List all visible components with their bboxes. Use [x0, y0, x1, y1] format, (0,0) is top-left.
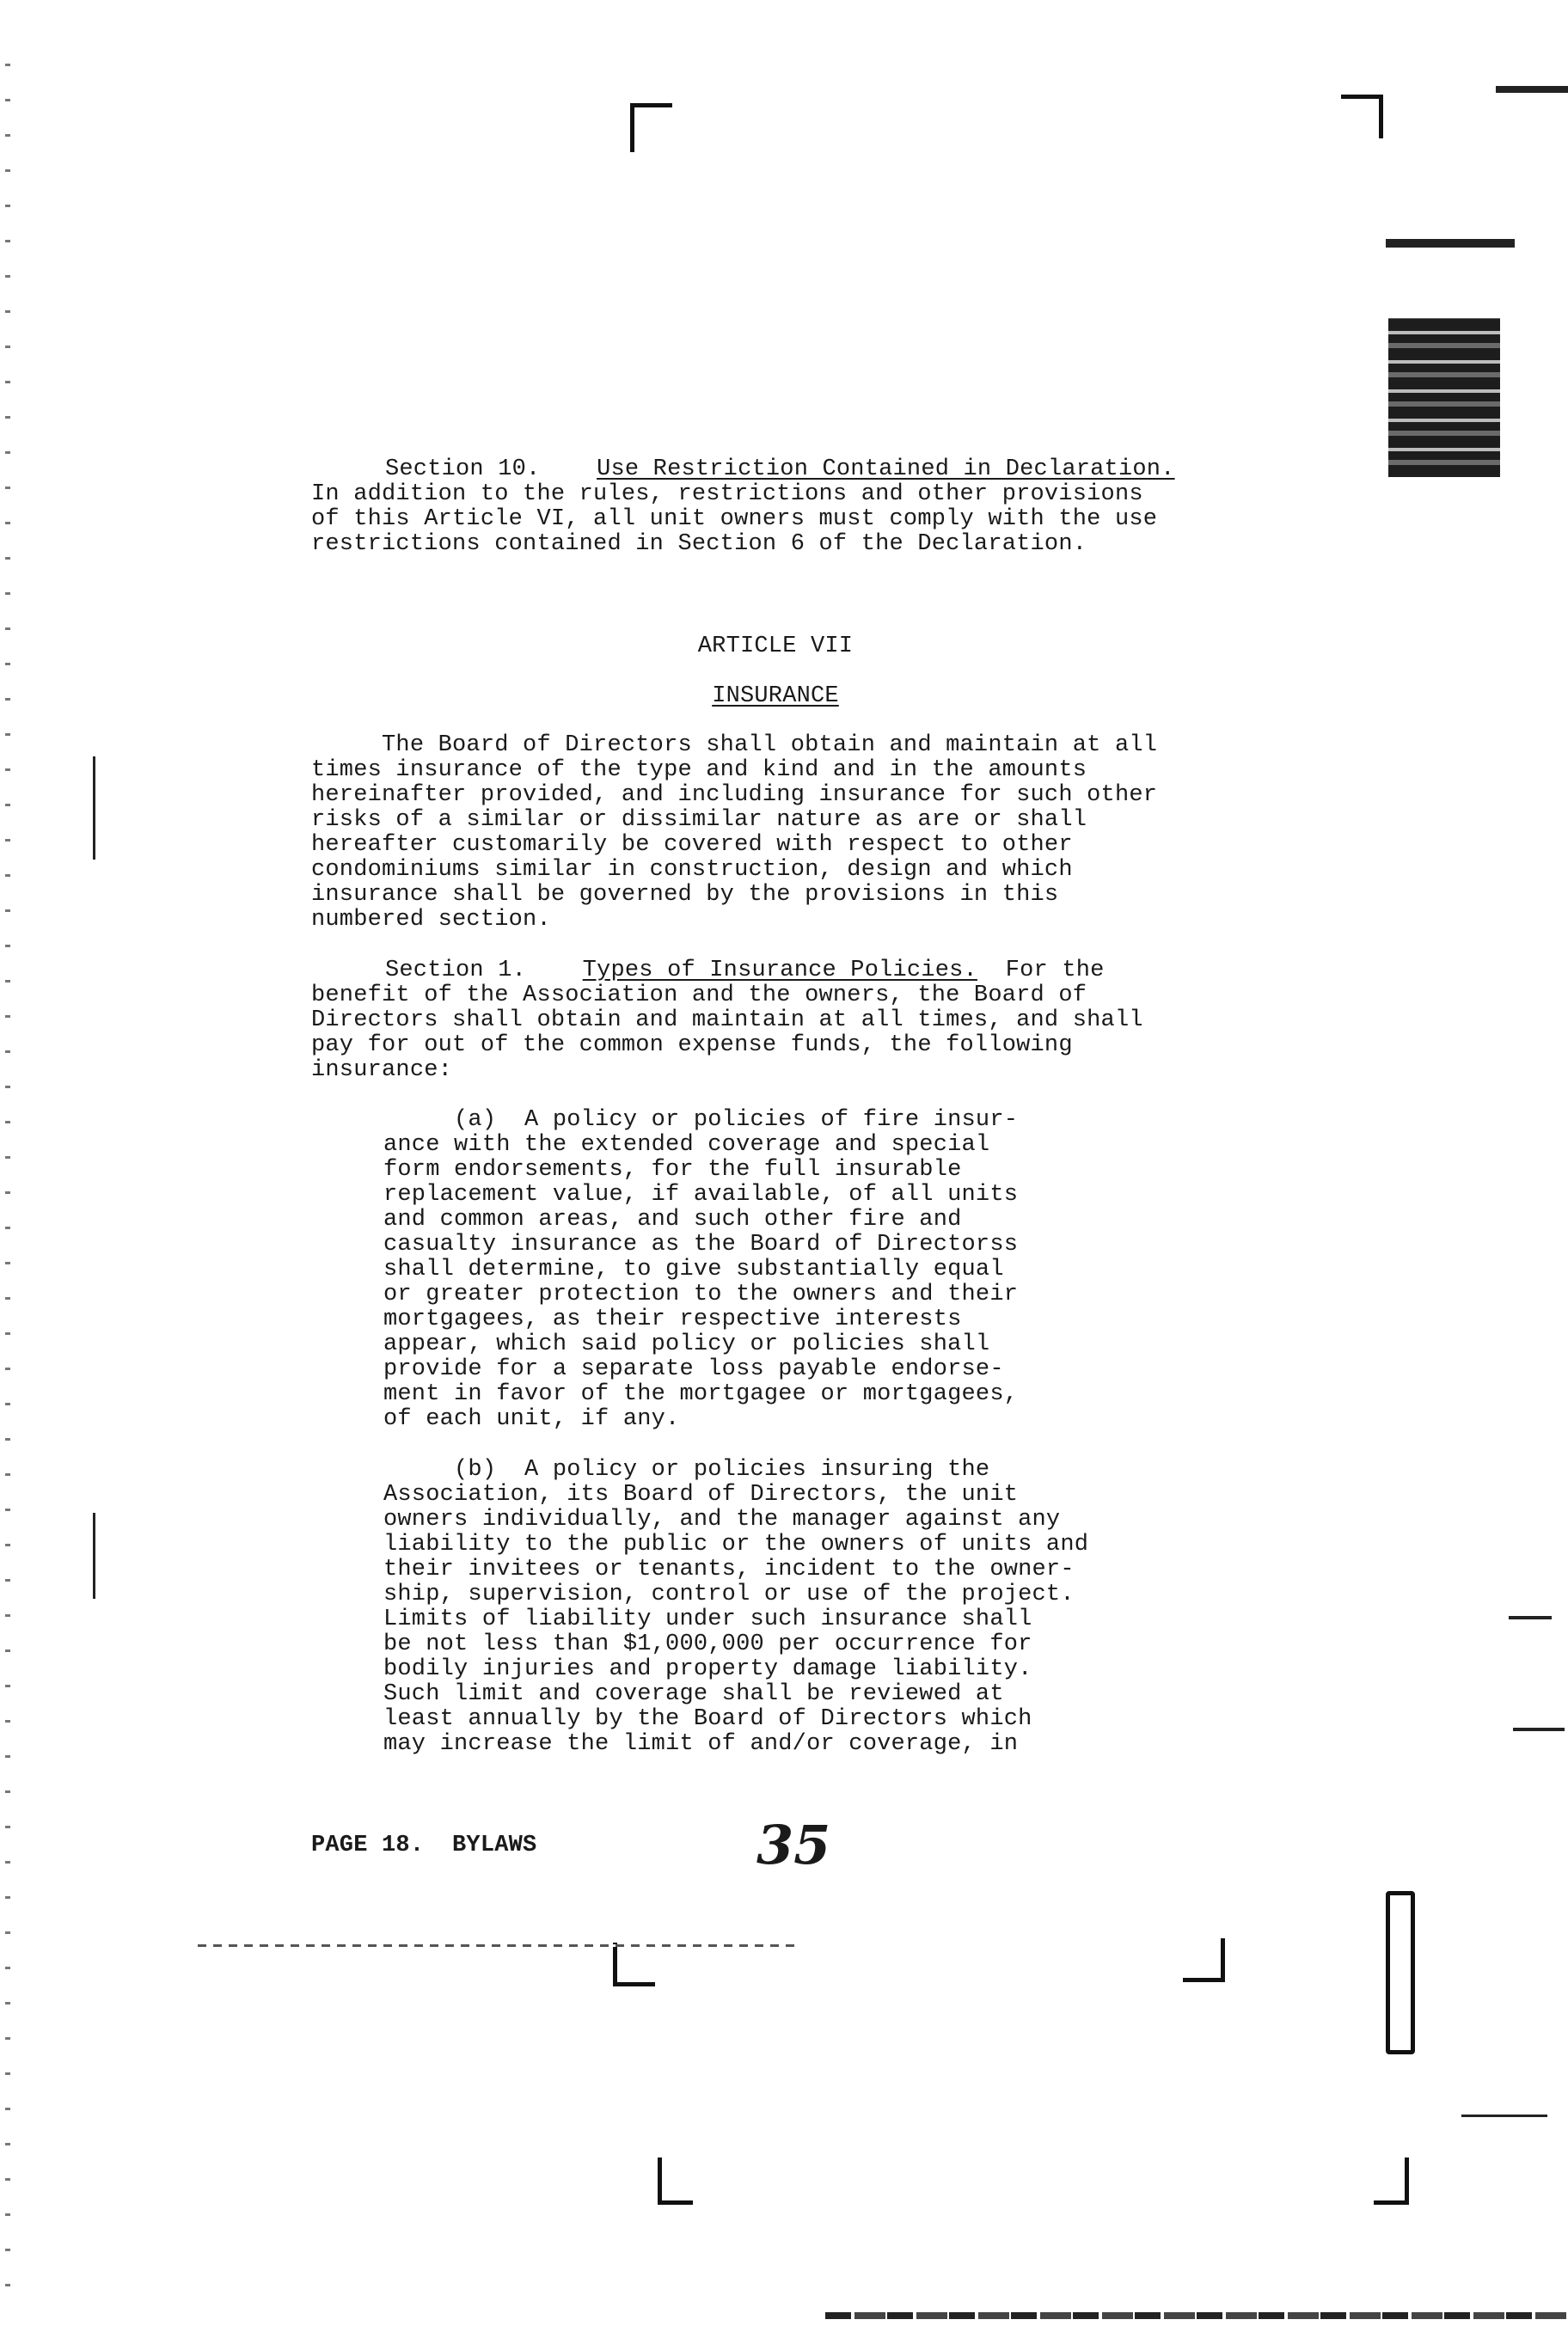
- para-b-line: owners individually, and the manager against any: [383, 1507, 1061, 1533]
- section-1-line: Directors shall obtain and maintain at all times, and shall: [311, 1007, 1143, 1033]
- para-b-line: be not less than $1,000,000 per occurrence for: [383, 1631, 1032, 1657]
- article-intro-line: risks of a similar or dissimilar nature as are or shall: [311, 807, 1087, 833]
- para-b-line: liability to the public or the owners of units and: [383, 1532, 1089, 1558]
- para-a-line: or greater protection to the owners and their: [383, 1282, 1019, 1307]
- section-10-line: In addition to the rules, restrictions and other provisions: [311, 481, 1143, 507]
- crop-mark-bottom-right: [1374, 2157, 1409, 2205]
- section-1-line: insurance:: [311, 1057, 453, 1083]
- article-intro-line: times insurance of the type and kind and in the amounts: [311, 757, 1087, 783]
- para-a-line: replacement value, if available, of all units: [383, 1182, 1019, 1208]
- scan-artifact-left-tick: [93, 756, 95, 860]
- crop-mark-mid-right: [1183, 1938, 1225, 1982]
- crop-mark-top-left: [630, 103, 672, 152]
- scan-artifact-left-tick: [93, 1513, 95, 1599]
- section-1-line: benefit of the Association and the owners, the Board of: [311, 982, 1087, 1008]
- article-intro-line: hereinafter provided, and including insurance for such other: [311, 782, 1158, 808]
- section-1-title: Types of Insurance Policies.: [582, 958, 977, 983]
- handwritten-page-number: 35: [756, 1814, 831, 1876]
- para-a-line: of each unit, if any.: [383, 1406, 680, 1432]
- scan-artifact-left-dots: [5, 52, 10, 2286]
- para-b-line: Such limit and coverage shall be reviewed at: [383, 1681, 1004, 1707]
- section-10-title: Use Restriction Contained in Declaration.: [597, 456, 1175, 482]
- para-b-line: their invitees or tenants, incident to the owner-: [383, 1557, 1075, 1582]
- para-b-line: least annually by the Board of Directors which: [383, 1706, 1032, 1732]
- para-a-line: provide for a separate loss payable endorse-: [383, 1356, 1004, 1382]
- footer-page-label: PAGE 18. BYLAWS: [311, 1833, 537, 1858]
- scan-artifact-bottom-band: [825, 2312, 1568, 2319]
- para-b-line: ship, supervision, control or use of the project.: [383, 1582, 1075, 1607]
- article-heading: INSURANCE: [712, 683, 839, 709]
- para-a-line: ment in favor of the mortgagee or mortgagees,: [383, 1381, 1019, 1407]
- para-a-line: shall determine, to give substantially equal: [383, 1257, 1004, 1282]
- para-a-line: and common areas, and such other fire and: [383, 1207, 962, 1233]
- article-intro-line: insurance shall be governed by the provisions in this: [311, 882, 1059, 908]
- section-10-label: Section 10.: [385, 456, 541, 482]
- section-1-label: Section 1.: [385, 958, 527, 983]
- para-a-line: appear, which said policy or policies shall: [383, 1331, 990, 1357]
- para-b-line: bodily injuries and property damage liability.: [383, 1656, 1032, 1682]
- crop-mark-mid-left: [613, 1943, 655, 1986]
- article-intro-line: numbered section.: [311, 907, 551, 933]
- article-intro-line: condominiums similar in construction, design and which: [311, 857, 1073, 883]
- scan-artifact-bar: [1496, 86, 1568, 93]
- para-b-line: may increase the limit of and/or coverage, in: [383, 1731, 1019, 1757]
- para-a-line: casualty insurance as the Board of Directorss: [383, 1232, 1019, 1258]
- crop-mark-top-right: [1341, 95, 1383, 138]
- para-a-line: (a) A policy or policies of fire insur-: [383, 1107, 1019, 1133]
- scan-artifact-right-dash: [1509, 1616, 1552, 1619]
- scan-artifact-bracket: [1386, 1891, 1415, 2054]
- para-b-line: Association, its Board of Directors, the unit: [383, 1482, 1019, 1508]
- para-a-line: form endorsements, for the full insurable: [383, 1157, 962, 1183]
- para-b-line: (b) A policy or policies insuring the: [383, 1457, 990, 1483]
- article-intro-line: The Board of Directors shall obtain and maintain at all: [311, 732, 1158, 758]
- scan-artifact-line: [198, 1944, 799, 1947]
- para-b-line: Limits of liability under such insurance shall: [383, 1607, 1032, 1632]
- article-number: ARTICLE VII: [697, 633, 854, 659]
- scan-artifact-right-dash: [1513, 1728, 1565, 1731]
- scan-artifact-right-dash: [1461, 2115, 1547, 2117]
- scan-artifact-block: [1388, 318, 1500, 477]
- para-a-line: ance with the extended coverage and special: [383, 1132, 990, 1158]
- article-intro-line: hereafter customarily be covered with respect to other: [311, 832, 1073, 858]
- crop-mark-bottom-left: [658, 2157, 693, 2205]
- para-a-line: mortgagees, as their respective interests: [383, 1307, 962, 1332]
- section-10-heading-line: [385, 457, 1175, 482]
- section-10-line: restrictions contained in Section 6 of the Declaration.: [311, 531, 1087, 557]
- scan-artifact-bar: [1386, 239, 1515, 248]
- section-1-line: pay for out of the common expense funds, the following: [311, 1032, 1073, 1058]
- section-10-line: of this Article VI, all unit owners must comply with the use: [311, 506, 1158, 532]
- section-1-heading-line: Section 1. Types of Insurance Policies. For the: [385, 958, 1105, 983]
